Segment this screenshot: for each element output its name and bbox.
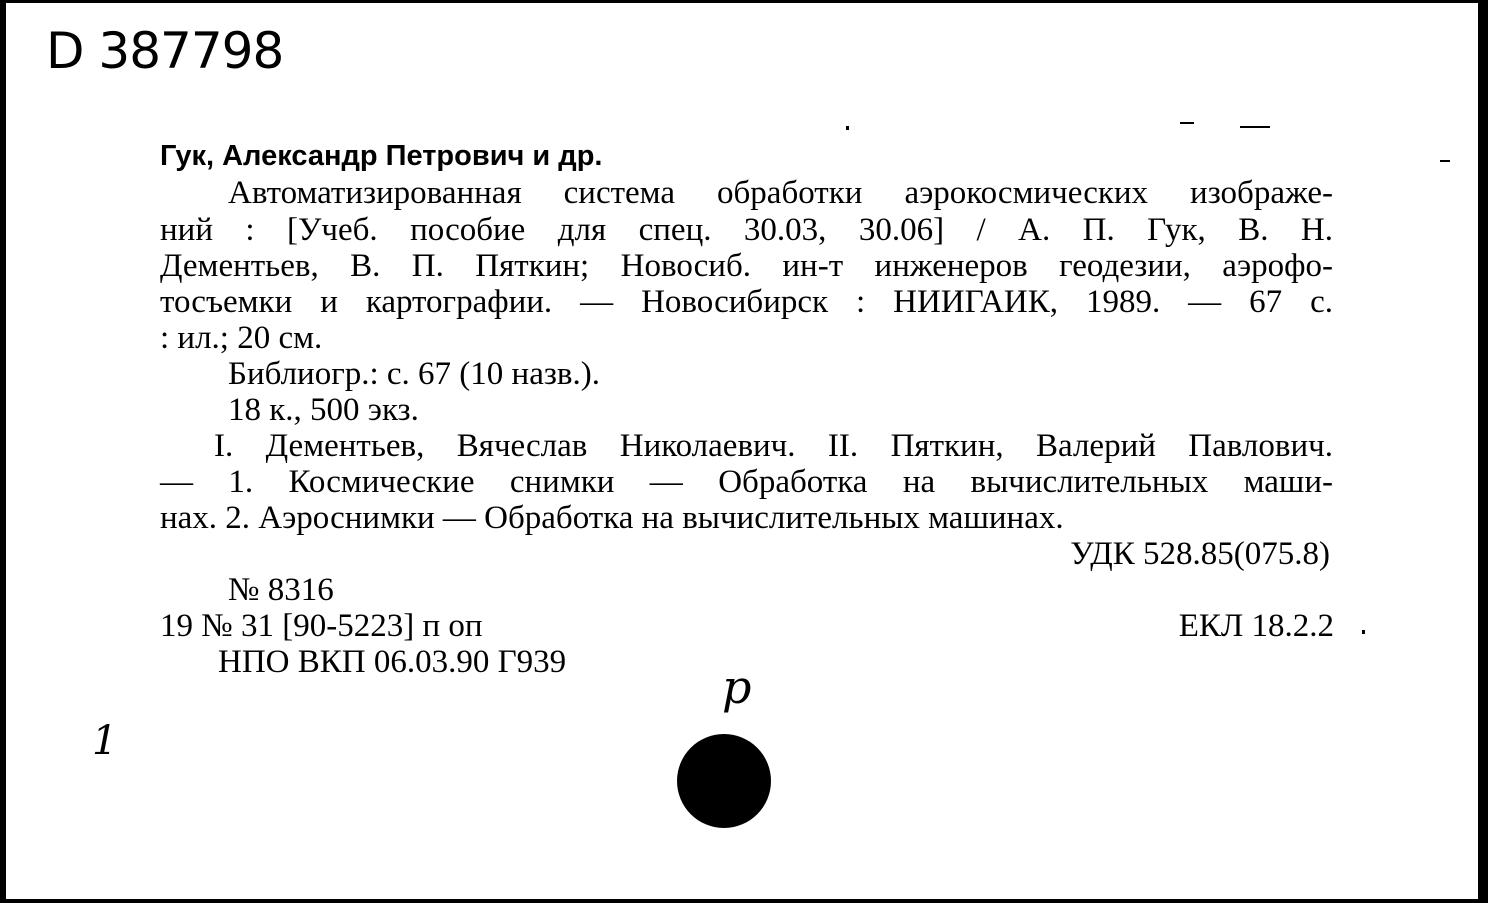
price-run-note: 18 к., 500 экз.: [228, 392, 419, 428]
npo-line: НПО ВКП 06.03.90 Г939: [218, 644, 567, 680]
call-number: D 387798: [46, 22, 284, 80]
tracing-line-2: — 1. Космические снимки — Обработка на вычислительных маши-: [160, 464, 1333, 500]
author-heading: Гук, Александр Петрович и др.: [160, 140, 603, 172]
scan-speck: [1362, 630, 1365, 634]
scan-border-bottom: [0, 899, 1488, 903]
handwritten-mark: р: [722, 660, 752, 714]
scan-speck: [846, 126, 849, 130]
scan-border-top: [0, 0, 1488, 3]
punch-hole: [677, 734, 771, 828]
tracing-line-3: нах. 2. Аэроснимки — Обработка на вычислительных машинах.: [160, 500, 1064, 536]
tracing-line-1: I. Дементьев, Вячеслав Николаевич. II. Пяткин, Валерий Павлович.: [214, 428, 1333, 464]
udc-code: УДК 528.85(075.8): [1070, 536, 1330, 572]
scan-border-right: [1478, 0, 1488, 903]
description-line-2: ний : [Учеб. пособие для спец. 30.03, 30.06] / А. П. Гук, В. Н.: [160, 212, 1333, 248]
margin-mark: 1: [92, 718, 118, 764]
scan-speck: [1240, 126, 1270, 128]
description-line-1: Автоматизированная система обработки аэрокосмических изображе-: [228, 175, 1333, 211]
scan-speck: [1180, 122, 1194, 124]
scan-border-left: [0, 0, 6, 903]
scan-speck: [1440, 160, 1450, 162]
description-line-5: : ил.; 20 см.: [160, 320, 323, 356]
description-line-4: тосъемки и картографии. — Новосибирск : НИИГАИК, 1989. — 67 с.: [160, 284, 1333, 320]
card-number: № 8316: [228, 572, 334, 608]
description-line-3: Дементьев, В. П. Пяткин; Новосиб. ин-т инженеров геодезии, аэрофо-: [160, 248, 1333, 284]
ekl-code: ЕКЛ 18.2.2: [1178, 608, 1334, 644]
bibliography-note: Библиогр.: с. 67 (10 назв.).: [228, 356, 600, 392]
series-line: 19 № 31 [90-5223] п оп: [160, 608, 483, 644]
